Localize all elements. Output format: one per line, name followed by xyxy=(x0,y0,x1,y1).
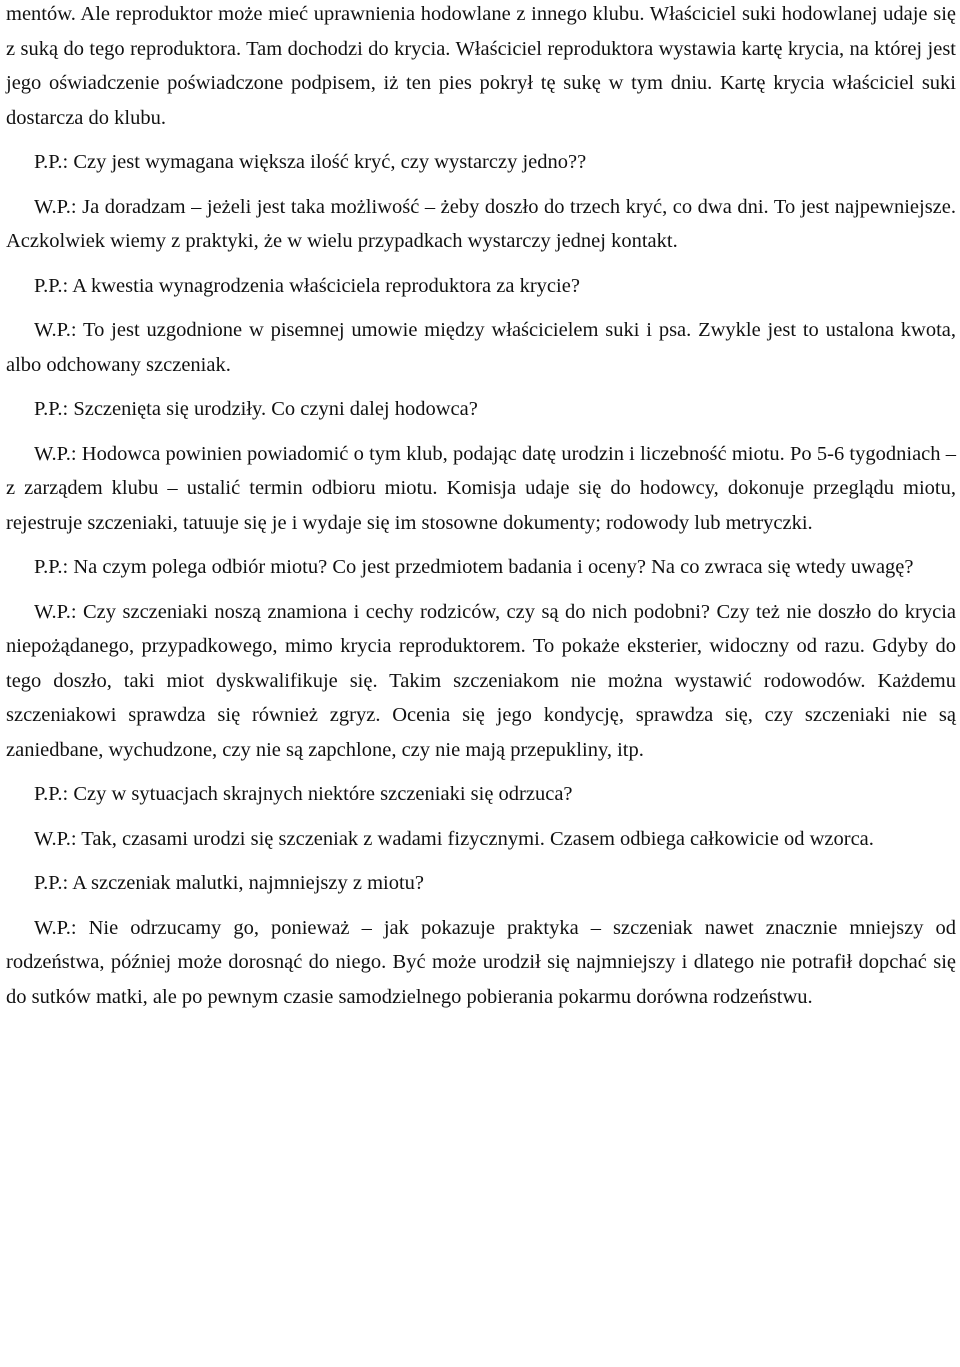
answer-paragraph: W.P.: Czy szczeniaki noszą znamiona i cechy rodziców, czy są do nich podobni? Czy też nie doszło do krycia niepożądanego, przypadkowego, mimo krycia reproduktorem. To pokaże eksterier, widoczny od razu. Gdyby do tego doszło, taki miot dyskwalifikuje się. Takim szczeniakom nie można wystawić rodowodów. Każdemu szczeniakowi sprawdza się również zgryz. Ocenia się jego kondycję, sprawdza się, czy szczeniaki nie są zaniedbane, wychudzone, czy nie są zapchlone, czy nie mają przepukliny, itp. xyxy=(6,600,956,761)
question-paragraph: P.P.: Czy jest wymagana większa ilość kryć, czy wystarczy jedno?? xyxy=(34,151,587,173)
answer-paragraph: W.P.: Ja doradzam – jeżeli jest taka możliwość – żeby doszło do trzech kryć, co dwa dni. To jest najpewniejsze. Aczkolwiek wiemy z praktyki, że w wielu przypadkach wystarczy jednej kontakt. xyxy=(6,195,956,252)
question-paragraph: P.P.: A szczeniak malutki, najmniejszy z miotu? xyxy=(34,872,425,894)
question-paragraph: P.P.: Szczenięta się urodziły. Co czyni dalej hodowca? xyxy=(34,398,478,420)
answer-paragraph: W.P.: Hodowca powinien powiadomić o tym klub, podając datę urodzin i liczebność miotu. Po 5-6 tygodniach – z zarządem klubu – ustalić termin odbioru miotu. Komisja udaje się do hodowcy, dokonuje przeglądu miotu, rejestruje szczeniaki, tatuuje się je i wydaje się im stosowne dokumenty; rodowody lub metryczki. xyxy=(6,442,956,534)
question-paragraph: P.P.: A kwestia wynagrodzenia właściciela reproduktora za krycie? xyxy=(34,274,580,297)
question-paragraph: P.P.: Czy w sytuacjach skrajnych niektóre szczeniaki się odrzuca? xyxy=(34,783,573,805)
answer-paragraph: W.P.: Nie odrzucamy go, ponieważ – jak pokazuje praktyka – szczeniak nawet znacznie mniejszy od rodzeństwa, później może dorosnąć do niego. Być może urodził się najmniejszy i dlatego nie potrafił dopchać się do sutków matki, ale po pewnym czasie samodzielnego pobierania pokarmu dorówna rodzeństwu. xyxy=(6,916,956,1008)
paragraph-continuation: mentów. Ale reproduktor może mieć uprawnienia hodowlane z innego klubu. Właściciel suki hodowlanej udaje się z suką do tego reproduktora. Tam dochodzi do krycia. Właściciel reproduktora wystawia kartę krycia, na której jest jego oświadczenie poświadczone podpisem, iż ten pies pokrył tę sukę w tym dniu. Kartę krycia właściciel suki dostarcza do klubu. xyxy=(6,3,956,129)
answer-paragraph: W.P.: To jest uzgodnione w pisemnej umowie między właścicielem suki i psa. Zwykle jest to ustalona kwota, albo odchowany szczeniak. xyxy=(6,319,956,376)
document-page xyxy=(6,0,956,1014)
answer-paragraph: W.P.: Tak, czasami urodzi się szczeniak z wadami fizycznymi. Czasem odbiega całkowicie od wzorca. xyxy=(34,827,874,850)
question-paragraph: P.P.: Na czym polega odbiór miotu? Co jest przedmiotem badania i oceny? Na co zwraca się wtedy uwagę? xyxy=(34,556,914,578)
